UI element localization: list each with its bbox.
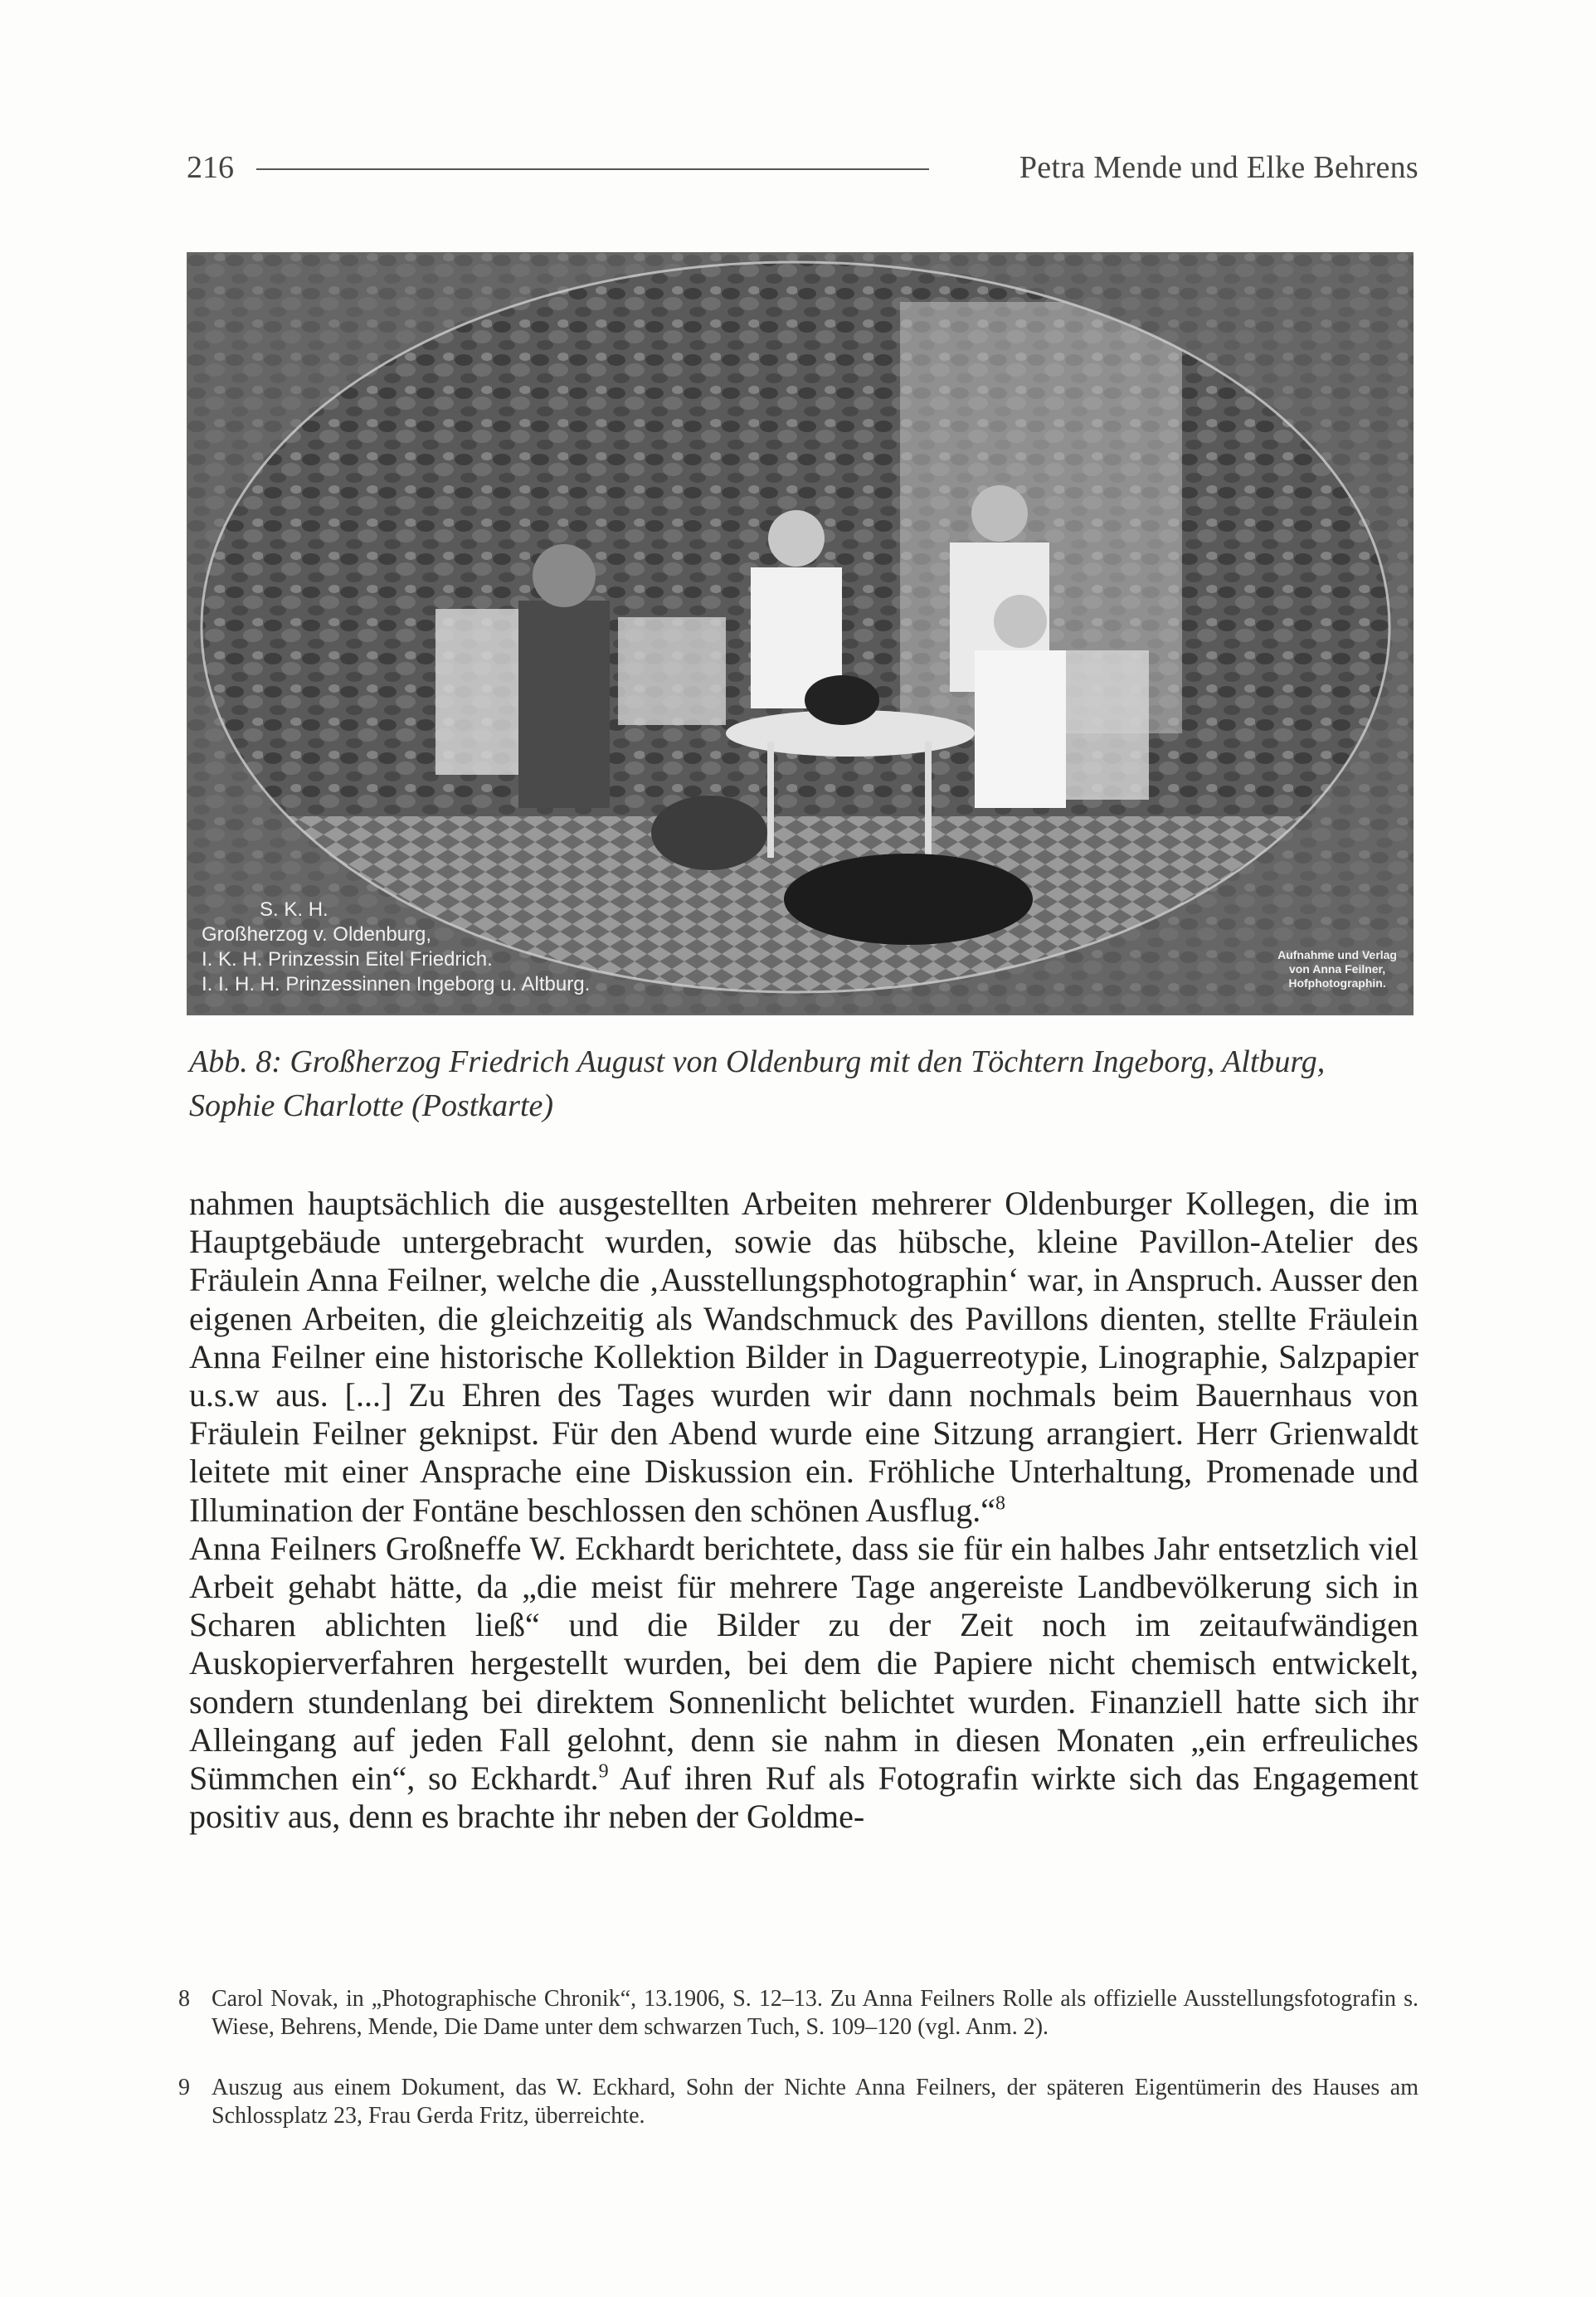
photo-caption-names	[202, 898, 590, 997]
paragraph-text-continued: Auf ihren Ruf als Fotografin wirkte sich das Engagement positiv aus, denn es brachte ihr neben der Goldme-	[189, 1759, 1418, 1836]
paragraph-text: Anna Feilners Großneffe W. Eckhardt berichtete, dass sie für ein halbes Jahr entsetzlich viel Arbeit gehabt hätte, da „die meist für mehrere Tage angereiste Landbevölkerung sich in Scharen ablichten ließ“ und die Bilder zu der Zeit noch im zeitaufwändigen Auskopierverfahren hergestellt wurden, bei dem die Papiere nicht chemisch entwickelt, sondern stundenlang bei direktem Sonnenlicht belichtet wurden. Finanziell hatte sich ihr Alleingang auf jeden Fall gelohnt, denn sie nahm in diesen Monaten „ein erfreuliches Sümmchen ein“, so Eckhardt.	[189, 1529, 1418, 1798]
photo-publisher-line: Aufnahme und Verlag	[1277, 948, 1397, 961]
header-rule	[256, 168, 929, 170]
page-number: 216	[187, 150, 234, 185]
running-header-authors: Petra Mende und Elke Behrens	[1019, 150, 1418, 185]
running-header	[187, 148, 1418, 191]
footnote-text: Auszug aus einem Dokument, das W. Eckhard, Sohn der Nichte Anna Feilners, der späteren Eigentümerin des Hauses am Schlossplatz 23, Frau Gerda Fritz, überreichte.	[212, 2075, 1418, 2129]
footnote-text: Carol Novak, in „Photographische Chronik“, 13.1906, S. 12–13. Zu Anna Feilners Rolle als offizielle Ausstellungsfotografin s. Wiese, Behrens, Mende, Die Dame unter dem schwarzen Tuch, S. 109–120 (vgl. Anm. 2).	[212, 1986, 1418, 2040]
photo-caption-line: I. I. H. H. Prinzessinnen Ingeborg u. Altburg.	[202, 973, 591, 995]
figure-caption: Abb. 8: Großherzog Friedrich August von Oldenburg mit den Töchtern Ingeborg, Altburg, Sophie Charlotte (Postkarte)	[189, 1044, 1326, 1123]
photo-publisher-line: von Anna Feilner,	[1288, 962, 1386, 976]
photo-caption-line: I. K. H. Prinzessin Eitel Friedrich.	[202, 948, 493, 971]
footnote-ref-8[interactable]: 8	[995, 1492, 1006, 1515]
footnote-9	[178, 2074, 1418, 2129]
photo-caption-line: S. K. H.	[260, 898, 328, 921]
photo-caption-publisher	[1277, 948, 1397, 990]
footnote-number: 8	[178, 1986, 190, 2012]
footnote-number: 9	[178, 2075, 190, 2100]
footnote-ref-9[interactable]: 9	[598, 1760, 609, 1783]
photo-publisher-line: Hofphotographin.	[1288, 976, 1386, 990]
postcard-photograph	[187, 252, 1414, 1015]
quote-text: nahmen hauptsächlich die ausgestellten Arbeiten mehrerer Oldenburger Kollegen, die im Hauptgebäude untergebracht wurden, sowie das hübsche, kleine Pavillon-Atelier des Fräulein Anna Feilner, welche die ‚Ausstellungsphotographin‘ war, in Anspruch. Ausser den eigenen Arbeiten, die gleichzeitig als Wandschmuck des Pavillons dienten, stellte Fräulein Anna Feilner eine historische Kollektion Bilder in Daguerreotypie, Linographie, Salzpapier u.s.w aus. [...] Zu Ehren des Tages wurden wir dann nochmals beim Bauernhaus von Fräulein Feilner geknipst. Für den Abend wurde eine Sitzung arrangiert. Herr Grienwaldt leitete mit einer Ansprache eine Diskussion ein. Fröhliche Unterhaltung, Promenade und Illumination der Fontäne beschlossen den schönen Ausflug.“	[189, 1185, 1418, 1529]
body-text	[189, 1185, 1418, 1836]
paragraph	[189, 1530, 1418, 1837]
quote-paragraph	[189, 1185, 1418, 1530]
footnote-8	[178, 1985, 1418, 2041]
photo-caption-line: Großherzog v. Oldenburg,	[202, 923, 432, 946]
